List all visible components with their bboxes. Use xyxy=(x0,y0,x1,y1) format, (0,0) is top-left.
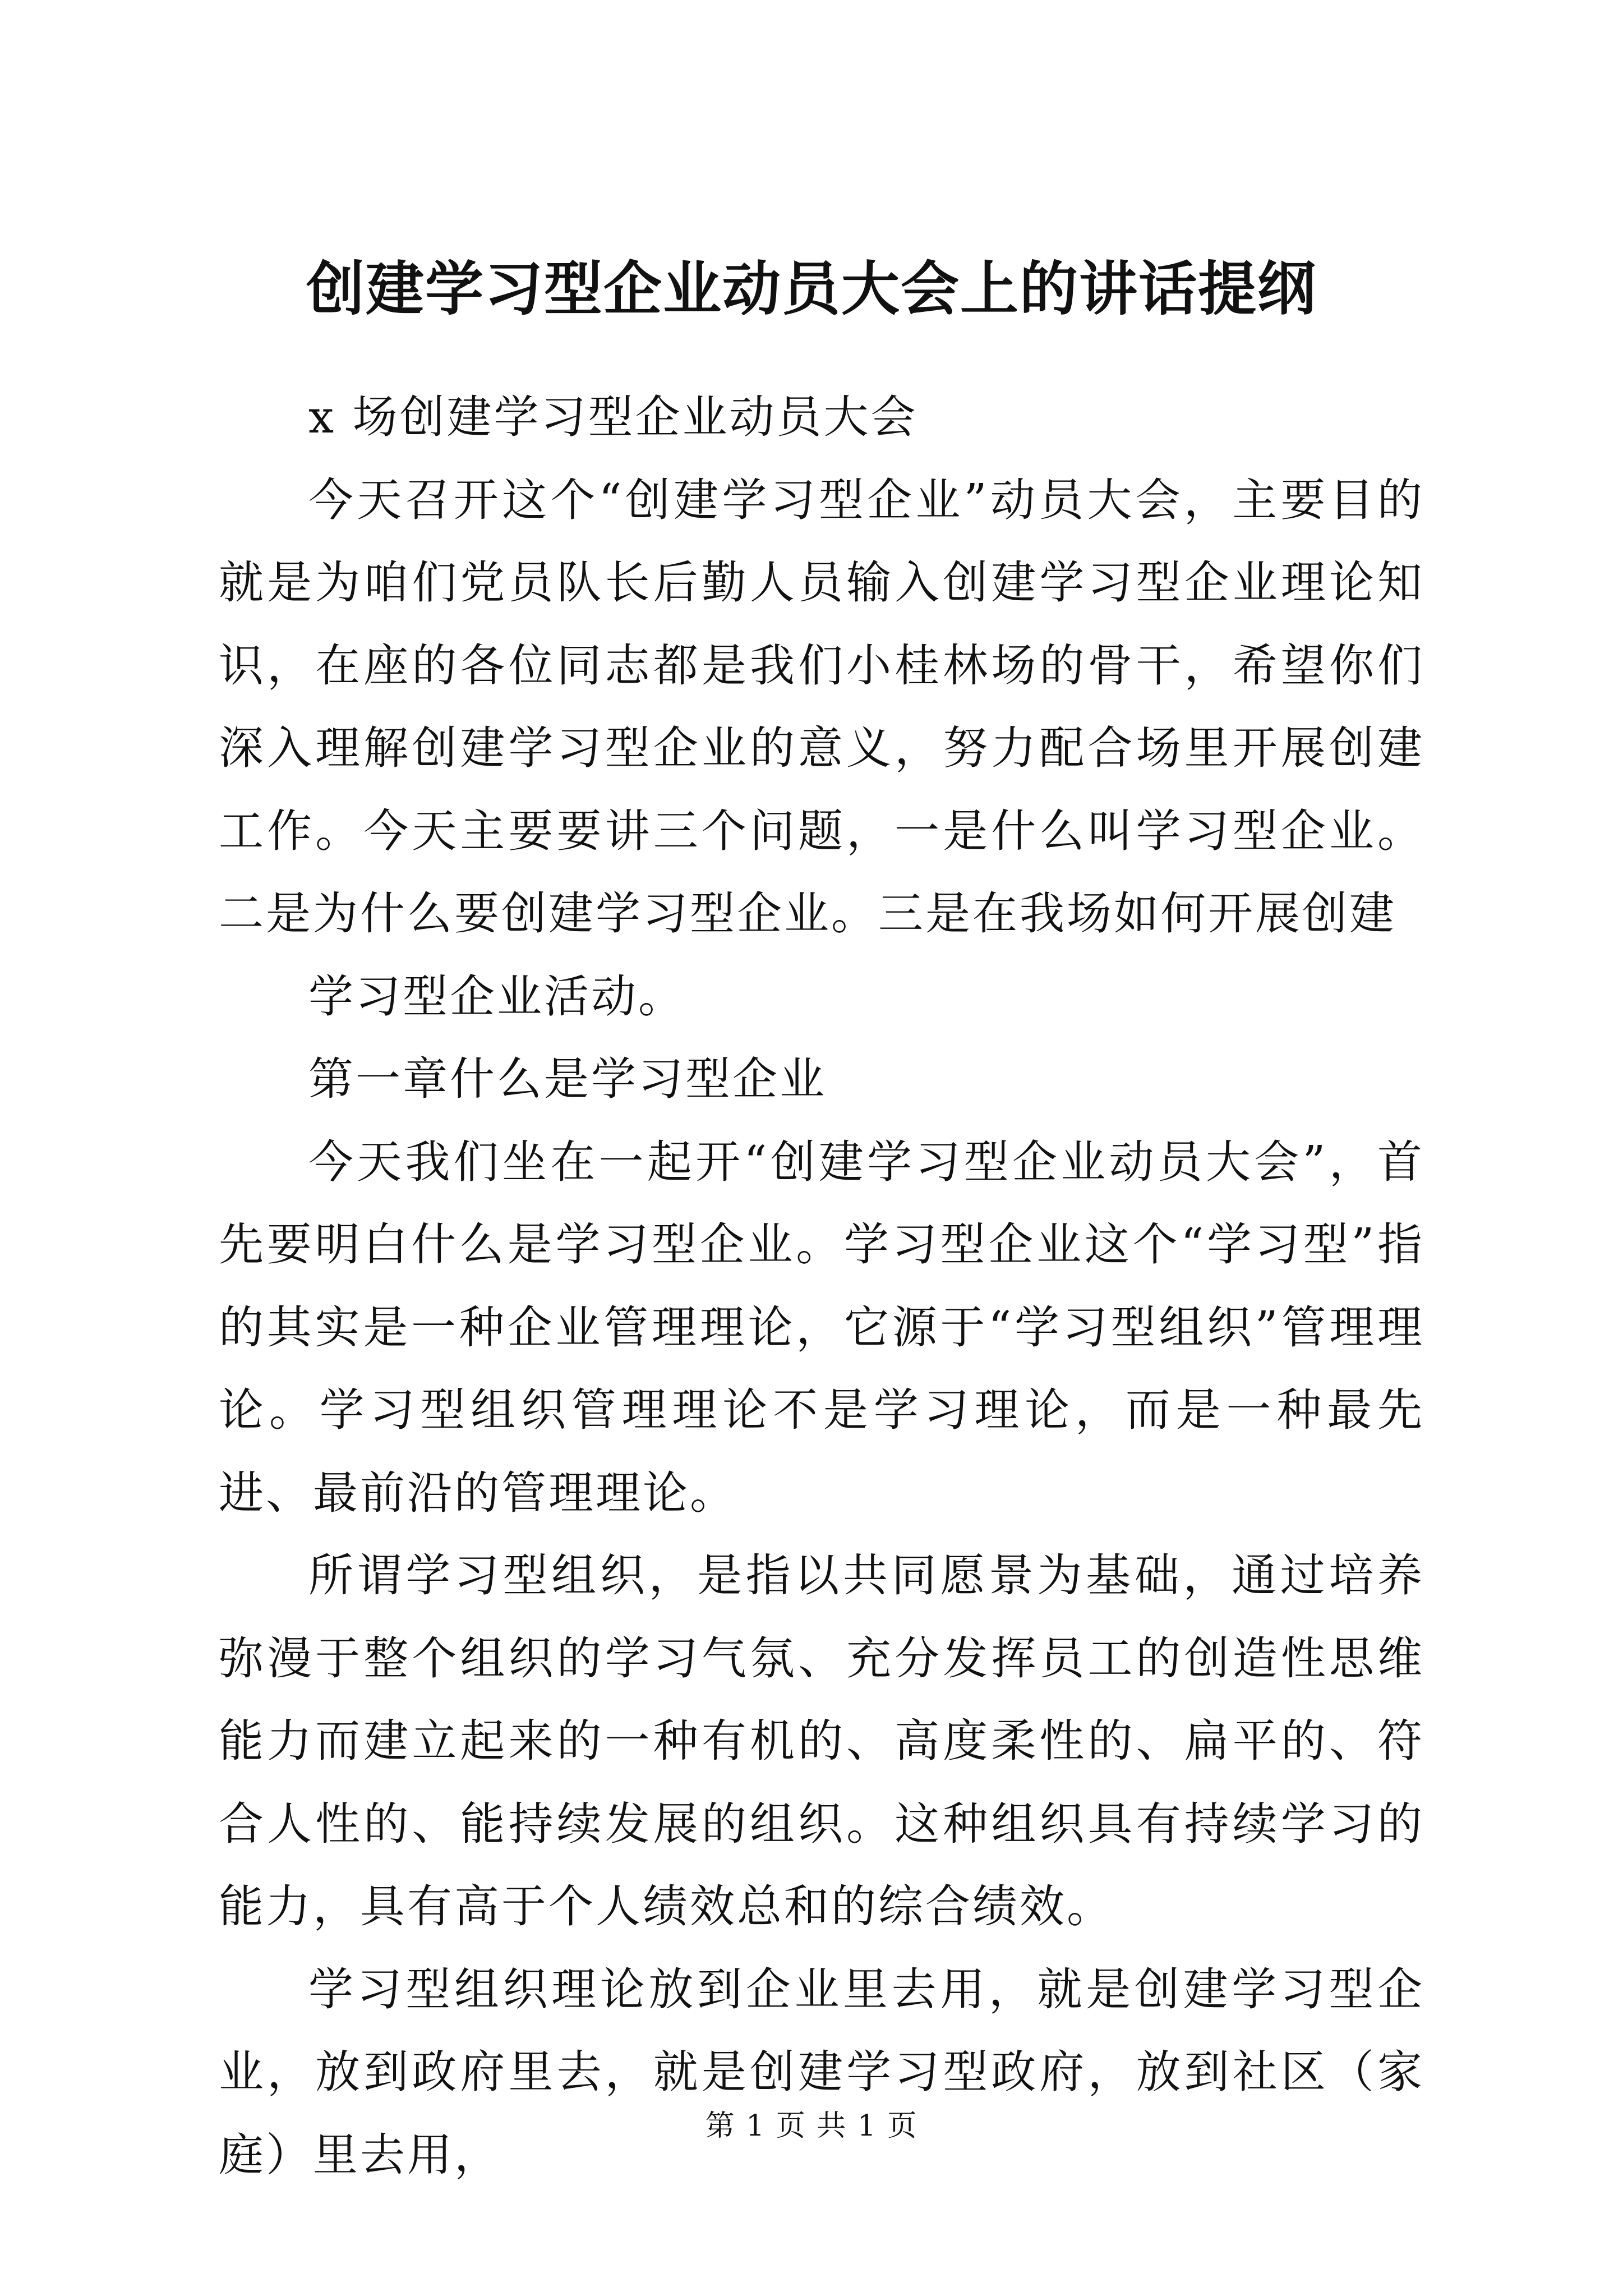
paragraph-application: 学习型组织理论放到企业里去用，就是创建学习型企业，放到政府里去，就是创建学习型政府，放到社区（家庭）里去用， xyxy=(219,1963,1424,2181)
document-body xyxy=(219,376,1424,2196)
page-footer: 第 1 页 共 1 页 xyxy=(705,2109,918,2143)
paragraph-intro: 今天召开这个“创建学习型企业”动员大会，主要目的就是为咱们党员队长后勤人员输入创建学习型企业理论知识，在座的各位同志都是我们小桂林场的骨干，希望你们深入理解创建学习型企业的意义，努力配合场里开展创建工作。今天主要要讲三个问题，一是什么叫学习型企业。二是为什么要创建学习型企业。三是在我场如何开展创建 xyxy=(219,473,1424,940)
paragraph-learning-organization: 所谓学习型组织，是指以共同愿景为基础，通过培养弥漫于整个组织的学习气氛、充分发挥员工的创造性思维能力而建立起来的一种有机的、高度柔性的、扁平的、符合人性的、能持续发展的组织。这种组织具有持续学习的能力，具有高于个人绩效总和的综合绩效。 xyxy=(219,1549,1424,1932)
paragraph-definition: 今天我们坐在一起开“创建学习型企业动员大会”，首先要明白什么是学习型企业。学习型企业这个“学习型”指的其实是一种企业管理理论，它源于“学习型组织”管理理论。学习型组织管理理论不是学习理论，而是一种最先进、最前沿的管理理论。 xyxy=(219,1135,1424,1519)
document-title: 创建学习型企业动员大会上的讲话提纲 xyxy=(306,254,1317,323)
paragraph-intro-continued: 学习型企业活动。 xyxy=(308,970,685,1023)
paragraph-subtitle: x 场创建学习型企业动员大会 xyxy=(308,391,918,443)
chapter-heading: 第一章什么是学习型企业 xyxy=(308,1053,827,1105)
